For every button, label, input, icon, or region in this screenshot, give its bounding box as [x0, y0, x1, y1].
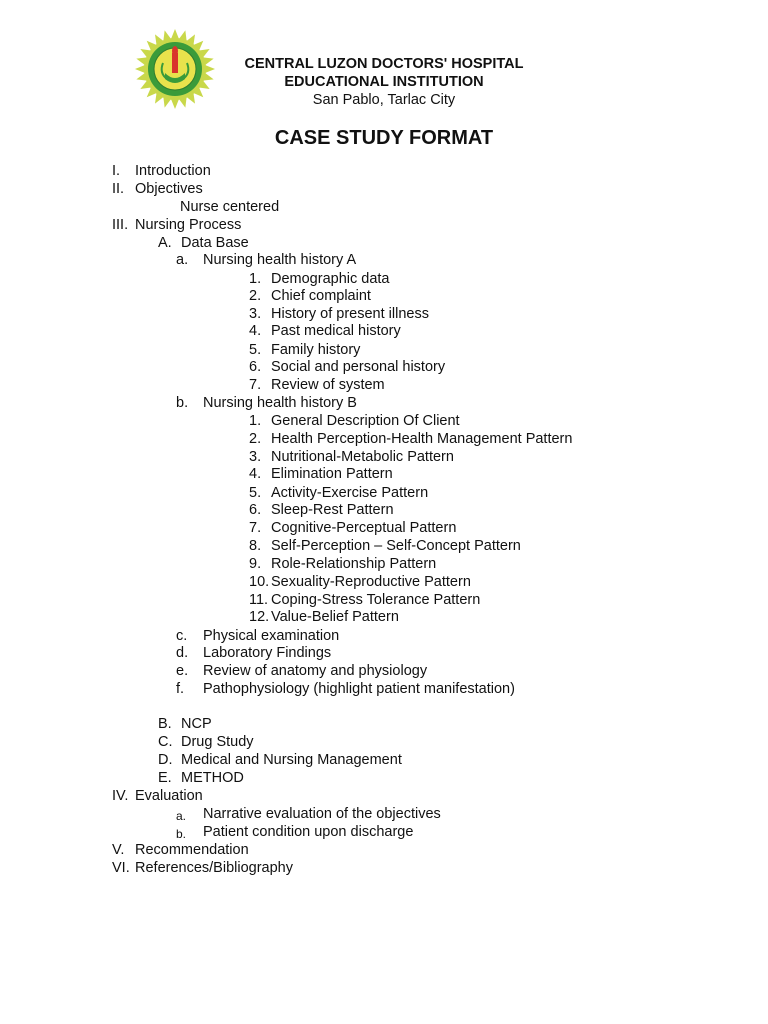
- outline-marker: 8.: [249, 538, 262, 554]
- outline-marker: 2.: [249, 288, 262, 304]
- outline-text: Self-Perception – Self-Concept Pattern: [271, 538, 521, 554]
- outline-marker: 11.: [249, 592, 269, 608]
- hospital-location: San Pablo, Tarlac City: [312, 92, 456, 108]
- outline-text: Review of anatomy and physiology: [203, 663, 428, 679]
- outline-marker: 4.: [249, 466, 262, 482]
- outline-marker: E.: [158, 770, 172, 786]
- outline-marker: a.: [176, 809, 187, 823]
- outline-text: Evaluation: [135, 788, 203, 804]
- outline-text: Cognitive-Perceptual Pattern: [271, 520, 457, 536]
- outline-marker: b.: [176, 827, 187, 841]
- outline-marker: d.: [176, 645, 189, 661]
- outline-text: Health Perception-Health Management Pattern: [271, 431, 573, 447]
- outline-marker: 5.: [249, 485, 262, 501]
- outline-text: Objectives: [135, 181, 203, 197]
- outline-marker: e.: [176, 663, 189, 679]
- outline-marker: 3.: [249, 449, 262, 465]
- outline-marker: a.: [176, 252, 189, 268]
- outline-text: Review of system: [271, 377, 385, 393]
- outline-marker: 3.: [249, 306, 262, 322]
- outline-text: Medical and Nursing Management: [181, 752, 402, 768]
- outline-marker: 7.: [249, 377, 262, 393]
- outline-marker: 2.: [249, 431, 262, 447]
- outline-text: Narrative evaluation of the objectives: [203, 806, 441, 822]
- outline-marker: III.: [112, 217, 129, 233]
- document-title: CASE STUDY FORMAT: [274, 127, 494, 149]
- outline-marker: 4.: [249, 323, 262, 339]
- outline-text: Laboratory Findings: [203, 645, 332, 661]
- outline-marker: 5.: [249, 342, 262, 358]
- outline-text: Nursing Process: [135, 217, 242, 233]
- outline-text: Introduction: [135, 163, 211, 179]
- outline-marker: A.: [158, 235, 172, 251]
- outline-text: Elimination Pattern: [271, 466, 393, 482]
- outline-text: Pathophysiology (highlight patient manifestation): [203, 681, 515, 697]
- outline-text: Drug Study: [181, 734, 254, 750]
- outline-marker: V.: [112, 842, 125, 858]
- outline-text: NCP: [181, 716, 212, 732]
- outline-text: Activity-Exercise Pattern: [271, 485, 429, 501]
- outline-text: Sleep-Rest Pattern: [271, 502, 394, 518]
- outline-marker: 6.: [249, 502, 262, 518]
- outline-marker: b.: [176, 395, 189, 411]
- outline-text: Patient condition upon discharge: [203, 824, 414, 840]
- outline-text: METHOD: [181, 770, 244, 786]
- outline-marker: 6.: [249, 359, 262, 375]
- hospital-name: CENTRAL LUZON DOCTORS' HOSPITAL: [244, 56, 524, 72]
- outline-text: Nursing health history B: [203, 395, 357, 411]
- outline-marker: 10.: [249, 574, 270, 590]
- institution-name: EDUCATIONAL INSTITUTION: [284, 74, 484, 90]
- outline-marker: B.: [158, 716, 172, 732]
- outline-text: General Description Of Client: [271, 413, 460, 429]
- outline-text: References/Bibliography: [135, 860, 293, 876]
- outline-text: Demographic data: [271, 271, 390, 287]
- outline-text: Past medical history: [271, 323, 401, 339]
- outline-marker: c.: [176, 628, 188, 644]
- outline-text: Sexuality-Reproductive Pattern: [271, 574, 471, 590]
- outline-text: Role-Relationship Pattern: [271, 556, 437, 572]
- outline-marker: 7.: [249, 520, 262, 536]
- outline-text: Coping-Stress Tolerance Pattern: [271, 592, 481, 608]
- outline-text: Recommendation: [135, 842, 249, 858]
- outline-text: Nursing health history A: [203, 252, 357, 268]
- outline-text: Physical examination: [203, 628, 340, 644]
- outline-text: Chief complaint: [271, 288, 371, 304]
- outline-marker: VI.: [112, 860, 130, 876]
- outline-text: Nurse centered: [180, 199, 280, 215]
- outline-marker: f.: [176, 681, 185, 697]
- outline-text: Data Base: [181, 235, 249, 251]
- outline-text: Social and personal history: [271, 359, 446, 375]
- outline-marker: 9.: [249, 556, 262, 572]
- outline-text: Nutritional-Metabolic Pattern: [271, 449, 454, 465]
- outline-marker: IV.: [112, 788, 129, 804]
- outline-marker: I.: [112, 163, 121, 179]
- outline-marker: 1.: [249, 271, 262, 287]
- outline-text: History of present illness: [271, 306, 429, 322]
- outline-marker: II.: [112, 181, 125, 197]
- outline-marker: 1.: [249, 413, 262, 429]
- outline-marker: 12.: [249, 609, 270, 625]
- outline-text: Value-Belief Pattern: [271, 609, 399, 625]
- outline-marker: C.: [158, 734, 173, 750]
- outline-text: Family history: [271, 342, 361, 358]
- outline-marker: D.: [158, 752, 173, 768]
